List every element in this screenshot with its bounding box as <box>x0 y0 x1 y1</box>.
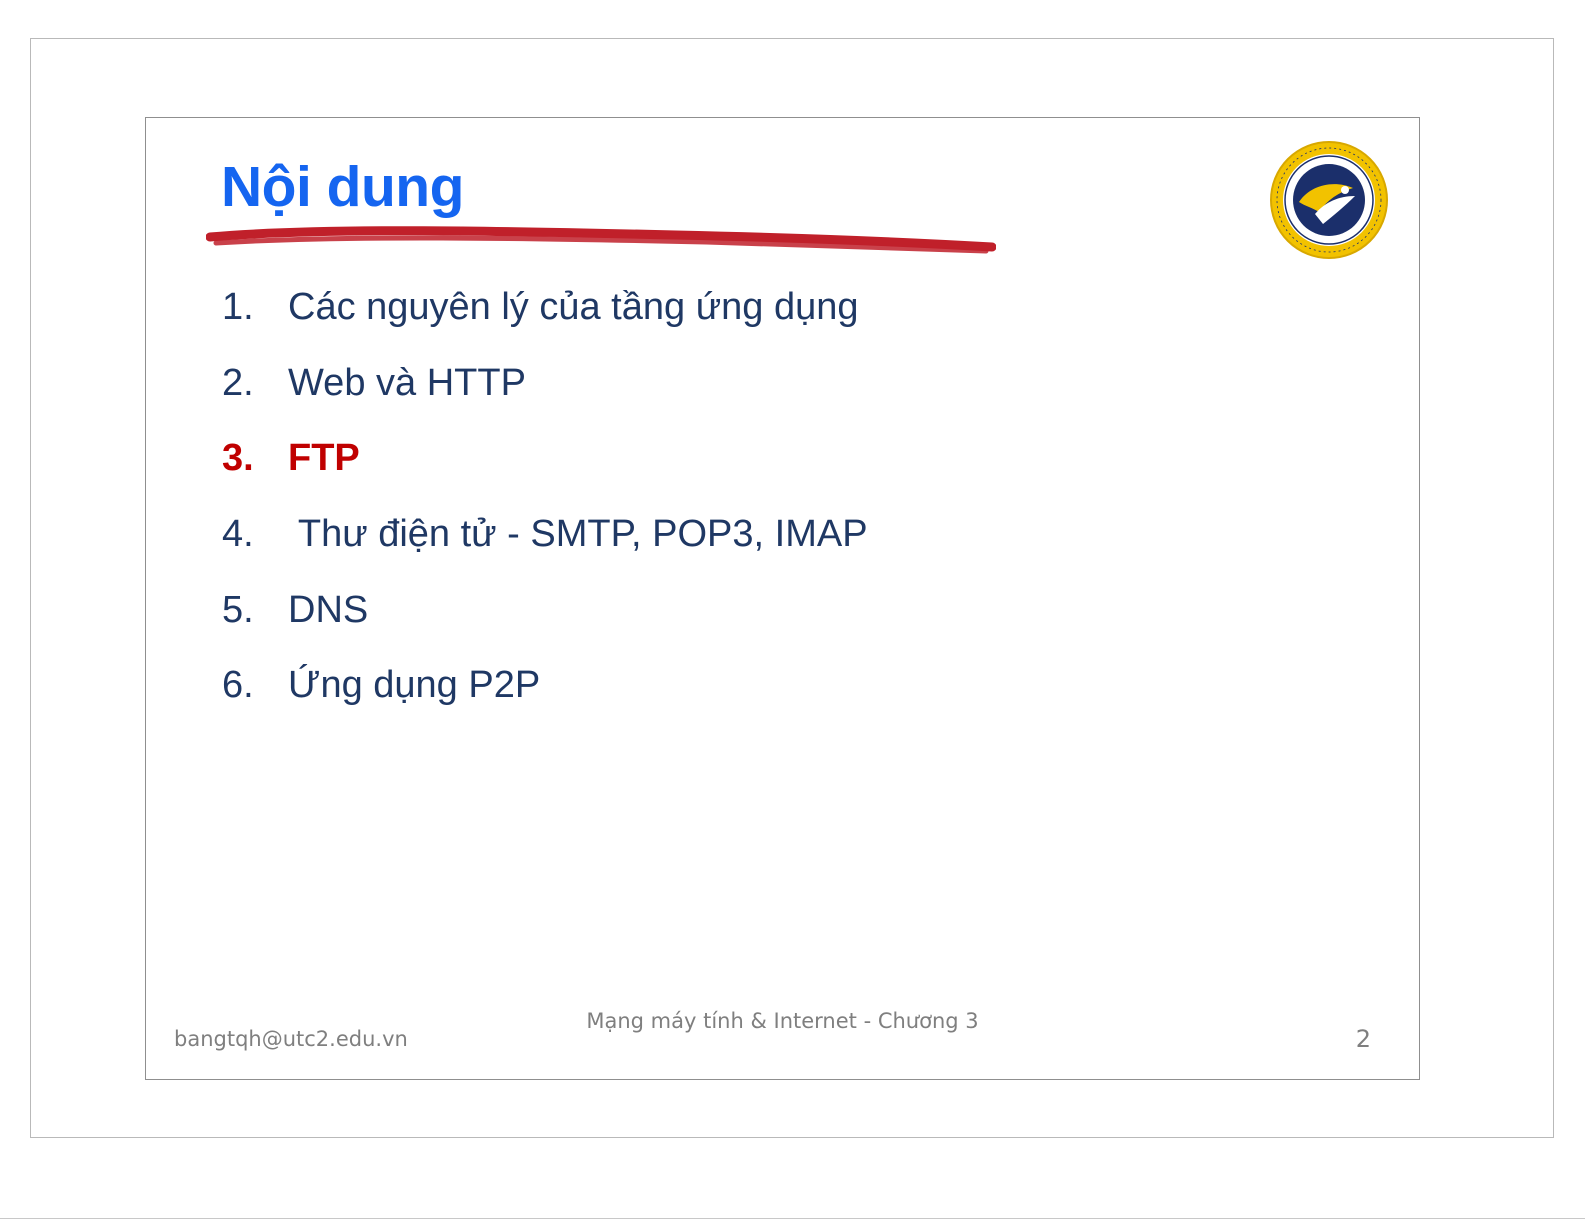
utc2-university-seal-icon <box>1269 140 1389 260</box>
list-item-number: 4. <box>222 513 254 556</box>
sheet-bottom-rule <box>0 1218 1585 1219</box>
list-item <box>216 362 1336 406</box>
list-item <box>216 664 1336 708</box>
list-item-label: Các nguyên lý của tầng ứng dụng <box>288 286 859 328</box>
list-item <box>216 437 1336 481</box>
list-item-label: Web và HTTP <box>288 361 526 404</box>
footer-email: bangtqh@utc2.edu.vn <box>174 1027 408 1051</box>
list-item <box>216 286 1336 330</box>
list-item-number: 1. <box>222 286 254 328</box>
list-item-label: Ứng dụng P2P <box>288 664 541 707</box>
slide <box>145 117 1420 1080</box>
list-item-number: 3. <box>222 437 254 480</box>
footer-page-number: 2 <box>1355 1025 1371 1053</box>
list-item-number: 6. <box>222 664 254 707</box>
list-item <box>216 513 1336 557</box>
content-list <box>216 286 1336 740</box>
page-title: Nội dung <box>221 155 464 219</box>
list-item-label: DNS <box>288 588 369 631</box>
footer-course-title: Mạng máy tính & Internet - Chương 3 <box>586 1009 979 1033</box>
list-item-label: Thư điện tử - SMTP, POP3, IMAP <box>288 513 868 556</box>
list-item <box>216 589 1336 633</box>
title-underline-annotation <box>206 221 996 255</box>
list-item-number: 2. <box>222 361 254 404</box>
list-item-number: 5. <box>222 588 254 631</box>
list-item-label: FTP <box>288 437 360 480</box>
